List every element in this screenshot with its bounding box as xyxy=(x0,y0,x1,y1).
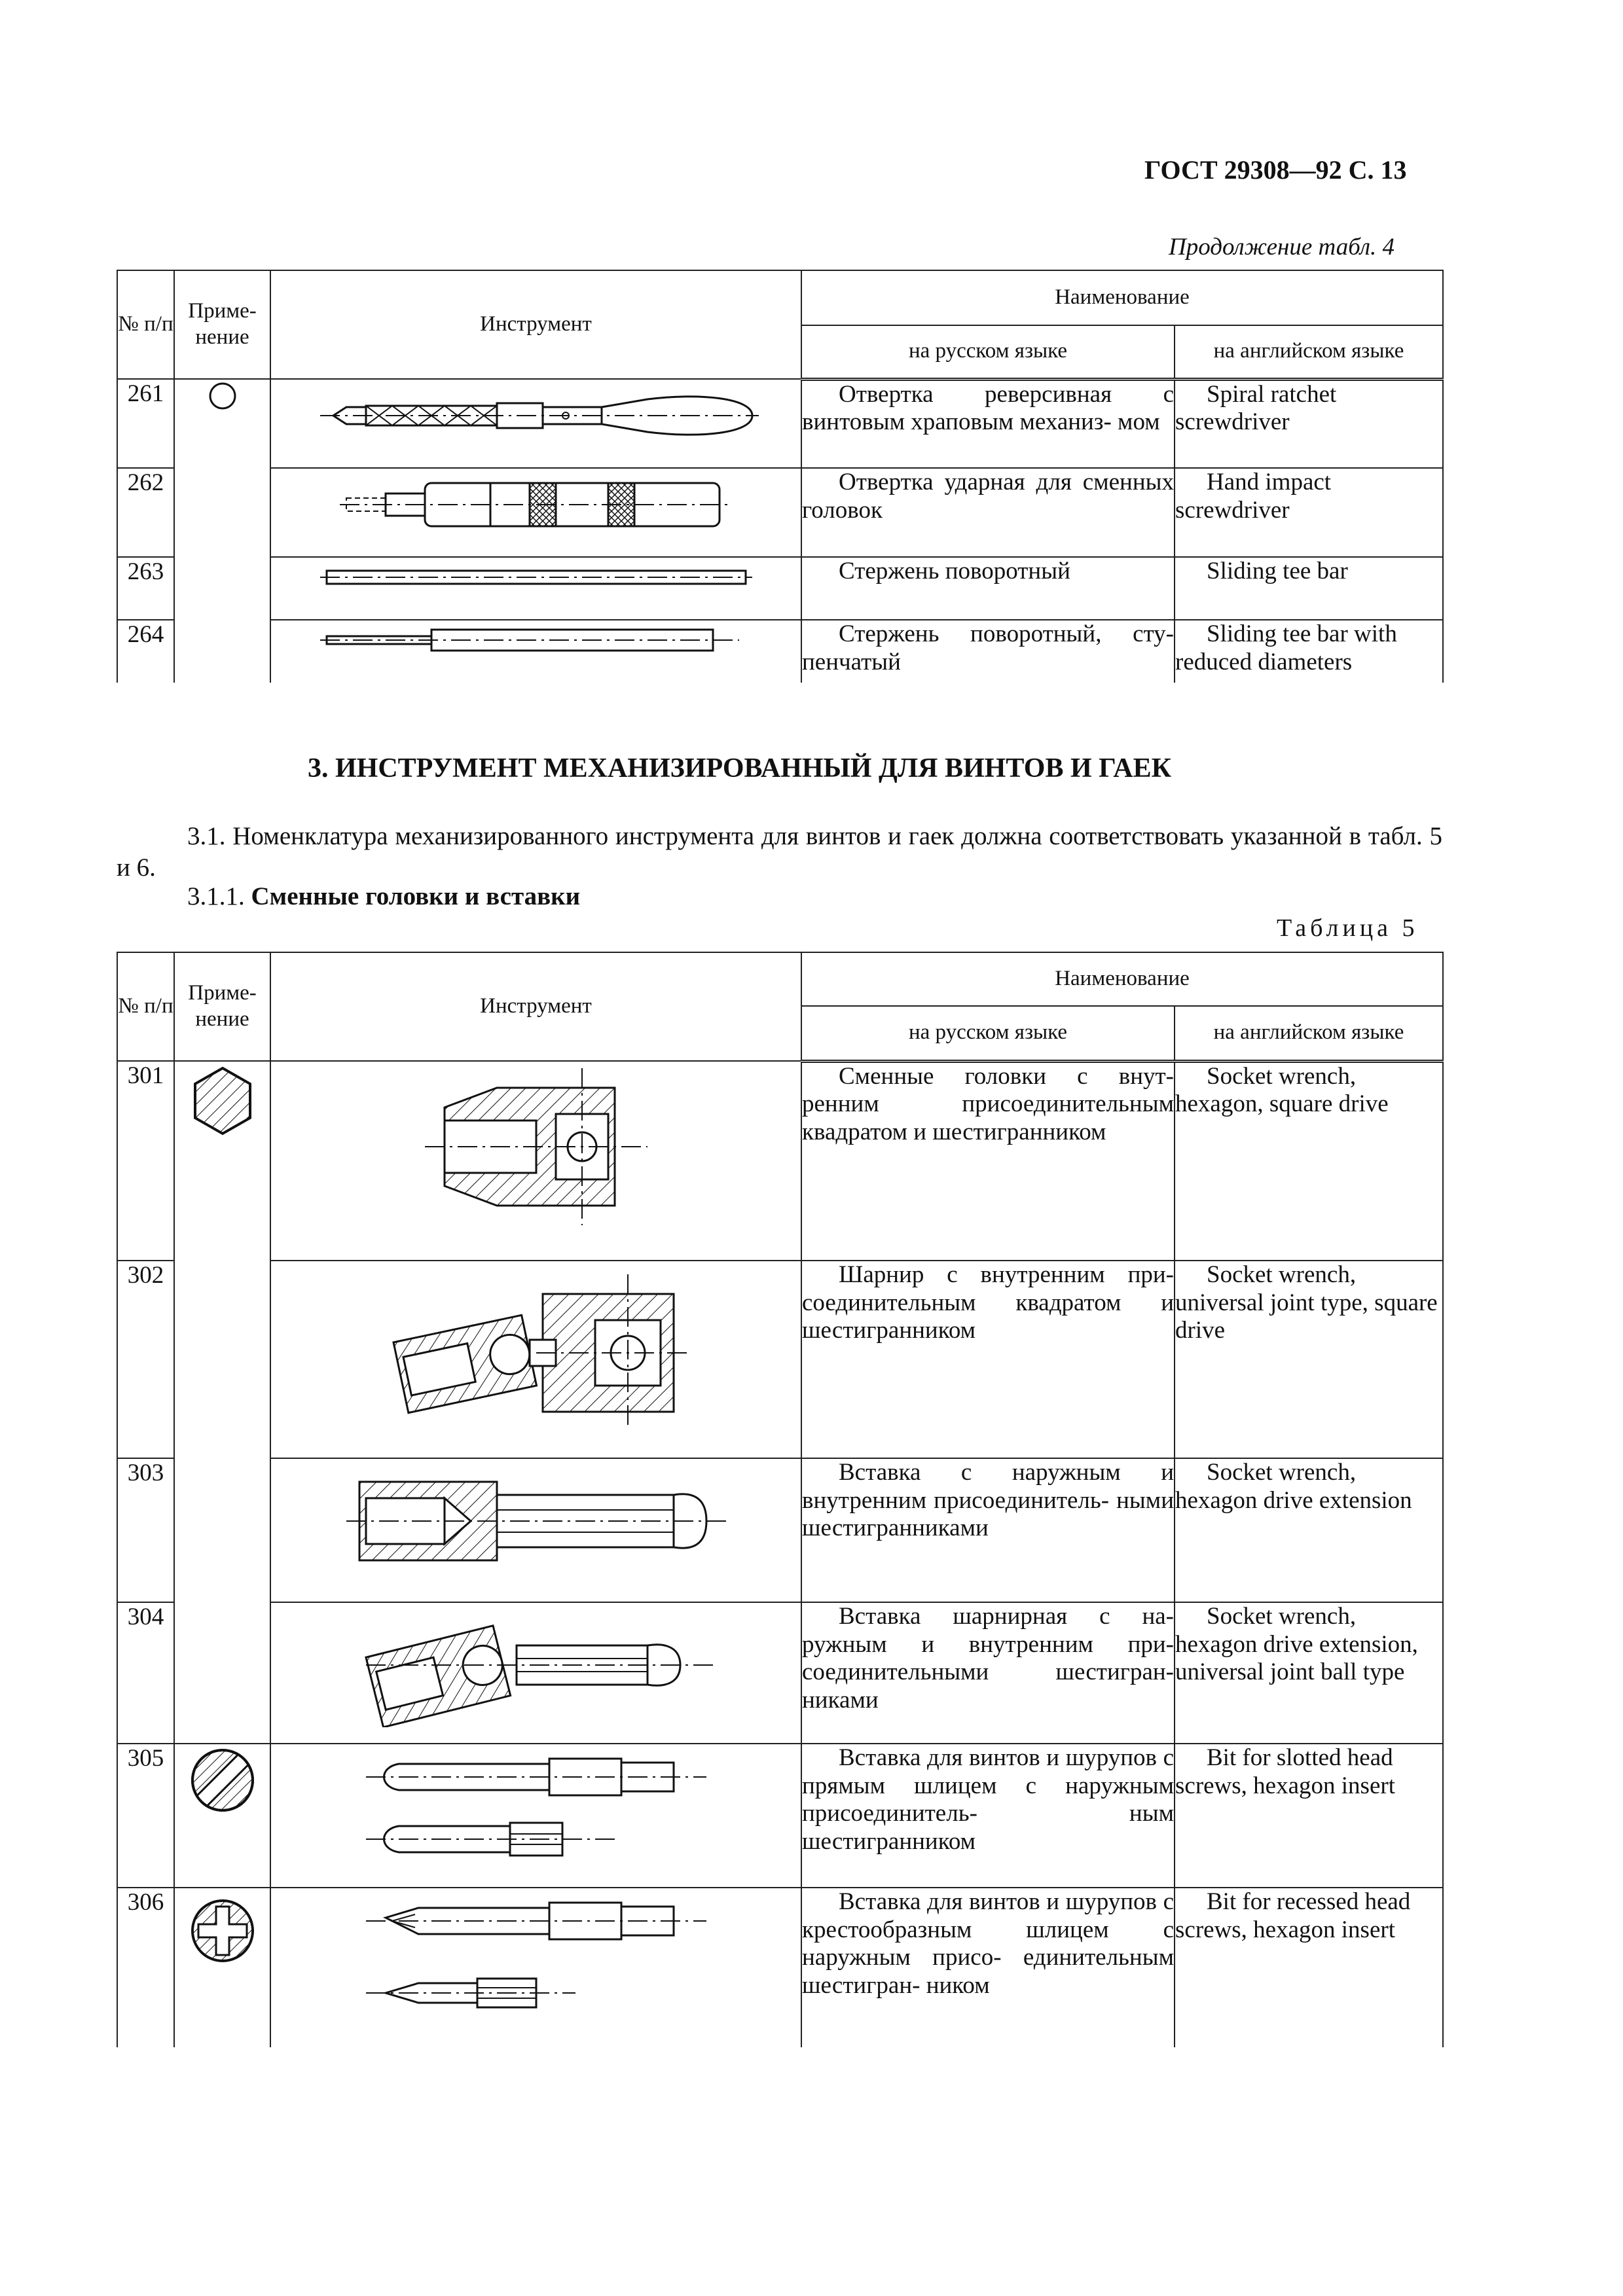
col-header-num: № п/п xyxy=(117,270,174,379)
col-header-ru: на русском языке xyxy=(801,1006,1175,1061)
paragraph-3-1-1-title: Сменные головки и вставки xyxy=(251,882,581,910)
row-number: 264 xyxy=(117,620,174,683)
row-name-en: Spiral ratchet screwdriver xyxy=(1175,379,1443,468)
section-title: 3. ИНСТРУМЕНТ МЕХАНИЗИРОВАННЫЙ ДЛЯ ВИНТОВ И ГАЕК xyxy=(308,753,1172,783)
row-name-en: Sliding tee bar with reduced diameters xyxy=(1175,620,1443,683)
slotted-bit-drawing xyxy=(270,1744,801,1888)
paragraph-3-1: 3.1. Номенклатура механизированного инструмента для винтов и гаек должна соответствовать указанной в табл. 5 и 6. xyxy=(117,822,1442,882)
col-header-tool: Инструмент xyxy=(270,270,801,379)
page-header: ГОСТ 29308—92 С. 13 xyxy=(1144,155,1407,185)
row-name-ru: Вставка с наружным и внутренним присоединитель- ными шестигранниками xyxy=(801,1458,1175,1602)
socket-wrench-drawing xyxy=(270,1061,801,1261)
table-row xyxy=(117,620,1443,683)
application-cell xyxy=(174,379,270,683)
row-name-en: Socket wrench, hexagon, square drive xyxy=(1175,1061,1443,1261)
col-header-name: Наименование xyxy=(801,270,1443,325)
table-row xyxy=(117,468,1443,557)
phillips-bit-drawing xyxy=(270,1888,801,2047)
row-name-ru: Стержень поворотный xyxy=(801,557,1175,620)
sliding-tee-bar-drawing xyxy=(270,557,801,620)
table-row xyxy=(117,1888,1443,2047)
row-name-en: Bit for slotted head screws, hexagon insert xyxy=(1175,1744,1443,1888)
row-number: 304 xyxy=(117,1602,174,1744)
row-number: 261 xyxy=(117,379,174,468)
table-5 xyxy=(117,952,1444,2047)
paragraph-3-1-1-number: 3.1.1. xyxy=(187,882,245,910)
row-number: 305 xyxy=(117,1744,174,1888)
row-name-en: Sliding tee bar xyxy=(1175,557,1443,620)
row-name-en: Hand impact screwdriver xyxy=(1175,468,1443,557)
row-name-ru: Отвертка реверсивная с винтовым храповым механиз- мом xyxy=(801,379,1175,468)
col-header-name: Наименование xyxy=(801,952,1443,1006)
row-number: 306 xyxy=(117,1888,174,2047)
hex-extension-drawing xyxy=(270,1458,801,1602)
slotted-screw-head-icon xyxy=(187,1744,259,1816)
table-4-continuation xyxy=(117,270,1444,683)
col-header-application: Приме- нение xyxy=(174,952,270,1061)
row-name-ru: Отвертка ударная для сменных головок xyxy=(801,468,1175,557)
table-row xyxy=(117,1061,1443,1261)
row-number: 263 xyxy=(117,557,174,620)
row-number: 303 xyxy=(117,1458,174,1602)
col-header-en: на английском языке xyxy=(1175,325,1443,379)
application-cell xyxy=(174,1061,270,1744)
table-row xyxy=(117,1261,1443,1458)
col-header-ru: на русском языке xyxy=(801,325,1175,379)
universal-joint-drawing xyxy=(270,1261,801,1458)
spiral-ratchet-screwdriver-drawing xyxy=(270,379,801,468)
row-number: 302 xyxy=(117,1261,174,1458)
application-cell xyxy=(174,1744,270,1888)
col-header-tool: Инструмент xyxy=(270,952,801,1061)
row-name-en: Socket wrench, hexagon drive extension, universal joint ball type xyxy=(1175,1602,1443,1744)
table-row xyxy=(117,1744,1443,1888)
ball-joint-extension-drawing xyxy=(270,1602,801,1744)
row-name-en: Socket wrench, universal joint type, square drive xyxy=(1175,1261,1443,1458)
col-header-num: № п/п xyxy=(117,952,174,1061)
row-name-ru: Шарнир с внутренним при- соединительным квадратом и шестигранником xyxy=(801,1261,1175,1458)
row-number: 301 xyxy=(117,1061,174,1261)
table-5-label: Таблица 5 xyxy=(1277,914,1419,942)
row-name-ru: Стержень поворотный, сту- пенчатый xyxy=(801,620,1175,683)
paragraph-3-1-1 xyxy=(187,881,580,912)
col-header-application: Приме- нение xyxy=(174,270,270,379)
table-row xyxy=(117,1458,1443,1602)
row-name-ru: Сменные головки с внут- ренним присоединительным квадратом и шестигранником xyxy=(801,1061,1175,1261)
row-name-ru: Вставка шарнирная с на- ружным и внутренним при- соединительными шестигран- никами xyxy=(801,1602,1175,1744)
table-row xyxy=(117,1602,1443,1744)
col-header-en: на английском языке xyxy=(1175,1006,1443,1061)
table-continuation-label: Продолжение табл. 4 xyxy=(1169,234,1395,260)
stepped-tee-bar-drawing xyxy=(270,620,801,683)
row-name-ru: Вставка для винтов и шурупов с крестообразным шлицем с наружным присо- единительным шестигран- ником xyxy=(801,1888,1175,2047)
table-row xyxy=(117,557,1443,620)
table-row xyxy=(117,379,1443,468)
impact-screwdriver-drawing xyxy=(270,468,801,557)
row-name-en: Bit for recessed head screws, hexagon insert xyxy=(1175,1888,1443,2047)
circle-icon xyxy=(206,380,239,412)
application-cell xyxy=(174,1888,270,2047)
cross-recess-screw-head-icon xyxy=(187,1895,259,1967)
row-number: 262 xyxy=(117,468,174,557)
row-name-ru: Вставка для винтов и шурупов с прямым шлицем с наружным присоединитель- ным шестигранником xyxy=(801,1744,1175,1888)
row-name-en: Socket wrench, hexagon drive extension xyxy=(1175,1458,1443,1602)
hexagon-hatched-icon xyxy=(187,1062,259,1140)
